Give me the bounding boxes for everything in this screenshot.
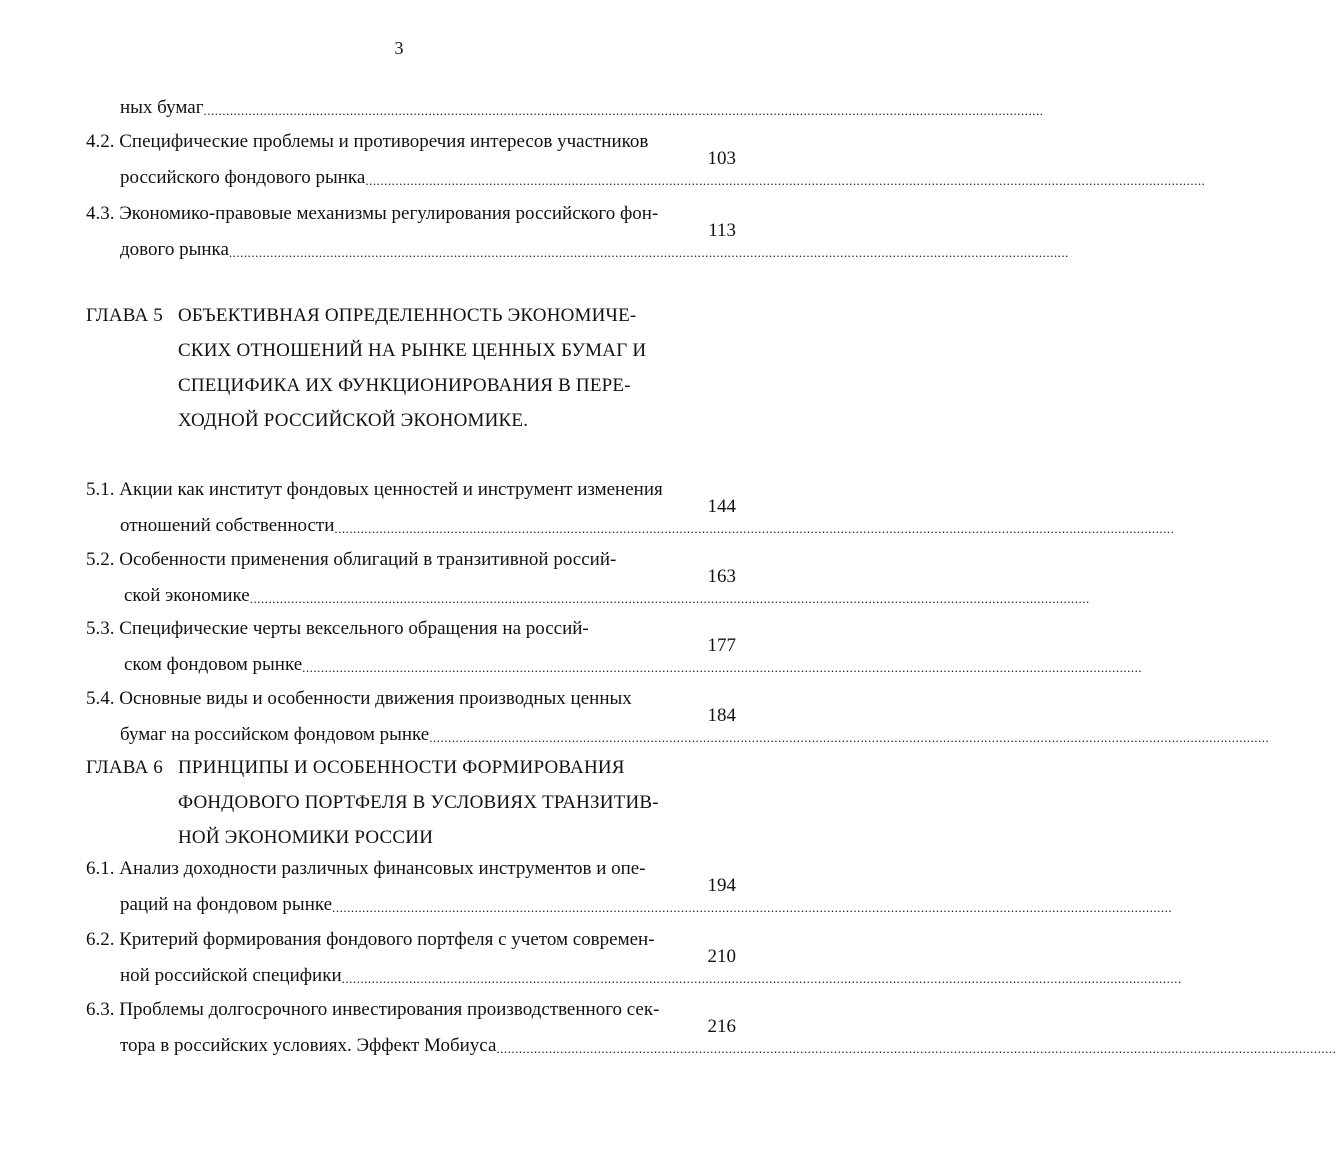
chapter-title-line: ФОНДОВОГО ПОРТФЕЛЯ В УСЛОВИЯХ ТРАНЗИТИВ- [178, 792, 659, 813]
entry-title: 6.2. Критерий формирования фондового портфеля с учетом современ- [86, 929, 655, 950]
chapter-title-line: СПЕЦИФИКА ИХ ФУНКЦИОНИРОВАНИЯ В ПЕРЕ- [178, 375, 631, 396]
dot-leader: ................................................................................................................................................................................................................................ [429, 730, 1270, 745]
chapter-label: ГЛАВА 5 [86, 305, 164, 326]
chapter-title-line: ХОДНОЙ РОССИЙСКОЙ ЭКОНОМИКЕ. [178, 410, 529, 431]
toc-entry-5-4 [0, 687, 1270, 757]
entry-title-cont: раций на фондовом рынке [120, 894, 333, 915]
entry-title: 5.4. Основные виды и особенности движения производных ценных [86, 688, 632, 709]
dot-leader: ................................................................................................................................................................................................................................ [496, 1041, 1336, 1056]
page-number: 3 [394, 38, 404, 58]
chapter-title-line: ОБЪЕКТИВНАЯ ОПРЕДЕЛЕННОСТЬ ЭКОНОМИЧЕ- [178, 305, 637, 326]
dot-leader: ................................................................................................................................................................................................................................ [332, 900, 1173, 915]
toc-entry-5-2 [0, 548, 1090, 618]
entry-page: 113 [708, 220, 736, 241]
entry-page: 177 [707, 635, 736, 656]
toc-entry-4-1-cont [0, 60, 1044, 130]
chapter-5-heading [86, 298, 766, 448]
entry-title-cont: бумаг на российском фондовом рынке [120, 724, 430, 745]
entry-title: 6.3. Проблемы долгосрочного инвестирования производственного сек- [86, 999, 660, 1020]
toc-entry-5-3 [0, 617, 1143, 687]
entry-title-cont: ной российской специфики [120, 965, 342, 986]
chapter-title-line: ПРИНЦИПЫ И ОСОБЕННОСТИ ФОРМИРОВАНИЯ [178, 757, 625, 778]
toc-entry-4-2 [0, 130, 1206, 200]
chapter-title-line: НОЙ ЭКОНОМИКИ РОССИИ [178, 827, 434, 848]
entry-page: 144 [707, 496, 736, 517]
entry-title-cont: ском фондовом рынке [124, 654, 303, 675]
entry-page: 216 [707, 1016, 736, 1037]
entry-title: 4.3. Экономико-правовые механизмы регулирования российского фон- [86, 203, 659, 224]
entry-page: 163 [707, 566, 736, 587]
entry-title-cont: тора в российских условиях. Эффект Мобиуса [120, 1035, 497, 1056]
entry-text-cont: ных бумаг [120, 97, 204, 118]
entry-title: 5.2. Особенности применения облигаций в транзитивной россий- [86, 549, 617, 570]
dot-leader: ................................................................................................................................................................................................................................ [341, 971, 1182, 986]
chapter-title-line: СКИХ ОТНОШЕНИЙ НА РЫНКЕ ЦЕННЫХ БУМАГ И [178, 340, 647, 361]
dot-leader: ................................................................................................................................................................................................................................ [365, 173, 1206, 188]
toc-entry-6-1 [0, 857, 1173, 927]
chapter-6-heading [86, 750, 766, 860]
entry-page: 210 [707, 946, 736, 967]
entry-title-cont: дового рынка [120, 239, 229, 260]
dot-leader: ................................................................................................................................................................................................................................ [302, 660, 1143, 675]
toc-entry-4-3 [0, 202, 1069, 272]
dot-leader: ................................................................................................................................................................................................................................ [249, 591, 1090, 606]
toc-entry-5-1 [0, 478, 1175, 548]
entry-title: 5.3. Специфические черты вексельного обращения на россий- [86, 618, 589, 639]
entry-page: 103 [707, 148, 736, 169]
entry-title: 5.1. Акции как институт фондовых ценностей и инструмент изменения [86, 479, 663, 500]
dot-leader: ................................................................................................................................................................................................................................ [334, 521, 1175, 536]
toc-entry-6-3 [0, 998, 1336, 1068]
entry-page: 184 [707, 705, 736, 726]
entry-page: 194 [707, 875, 736, 896]
entry-title-cont: отношений собственности [120, 515, 335, 536]
entry-title: 4.2. Специфические проблемы и противоречия интересов участников [86, 131, 649, 152]
entry-title: 6.1. Анализ доходности различных финансовых инструментов и опе- [86, 858, 646, 879]
chapter-label: ГЛАВА 6 [86, 757, 164, 778]
entry-title-cont: российского фондового рынка [120, 167, 366, 188]
dot-leader: ................................................................................................................................................................................................................................ [203, 103, 1044, 118]
dot-leader: ................................................................................................................................................................................................................................ [228, 245, 1069, 260]
entry-title-cont: ской экономике [124, 585, 250, 606]
toc-entry-6-2 [0, 928, 1182, 998]
